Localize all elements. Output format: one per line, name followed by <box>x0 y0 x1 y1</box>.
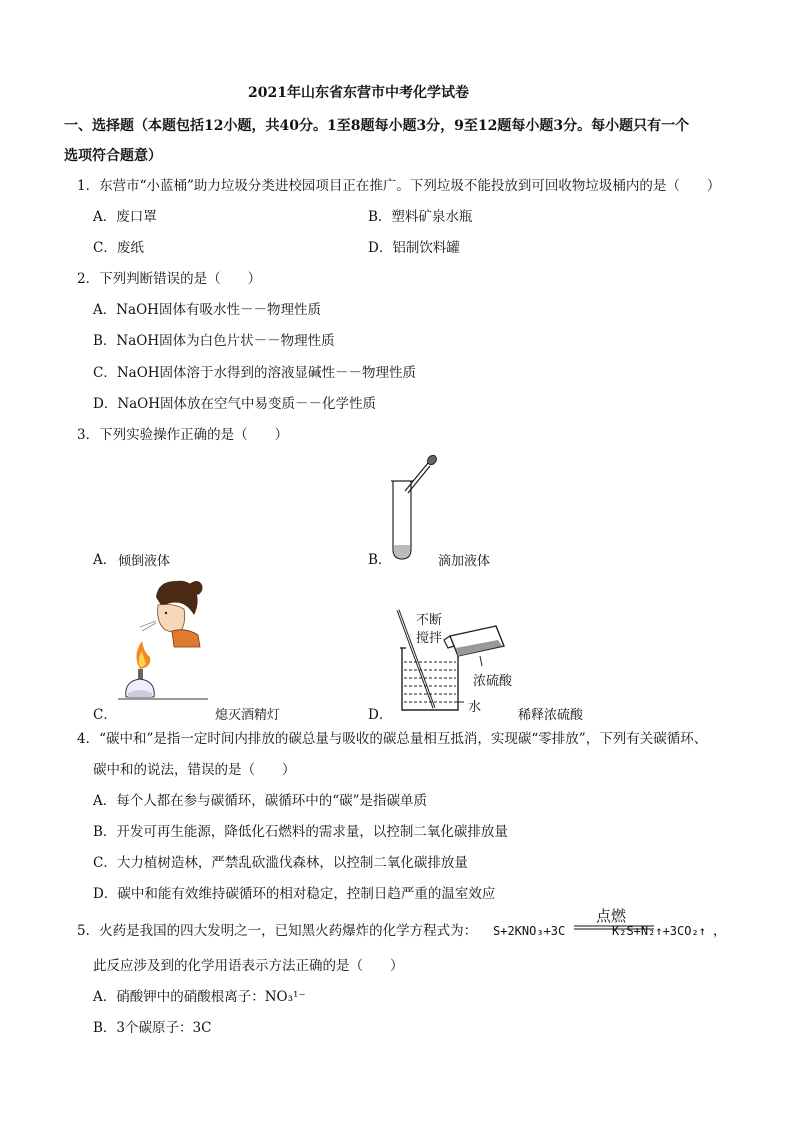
q3-option-d-caption: 稀释浓硫酸 <box>518 708 584 723</box>
page-title: 2021年山东省东营市中考化学试卷 <box>248 85 469 101</box>
blowing-alcohol-lamp-illustration <box>118 575 208 715</box>
q5-option-a: A．硝酸钾中的硝酸根离子：NO₃¹⁻ <box>93 989 306 1005</box>
dropper-test-tube-illustration <box>385 455 445 565</box>
q3-stem: 3．下列实验操作正确的是（ ） <box>77 427 289 443</box>
q5-equation-left: S+2KNO₃+3C <box>493 924 566 938</box>
q3-option-d-label: D． <box>368 707 393 723</box>
q2-option-d: D．NaOH固体放在空气中易变质－－化学性质 <box>93 396 377 412</box>
q3-option-c-label: C． <box>93 707 117 723</box>
q3-d-label-water: 水 <box>468 700 482 715</box>
q3-d-label-stir1: 不断 <box>416 613 443 628</box>
q3-d-label-stir2: 搅拌 <box>416 631 443 646</box>
q4-stem-line2: 碳中和的说法，错误的是（ ） <box>93 762 296 778</box>
q3-d-label-acid: 浓硫酸 <box>473 674 513 689</box>
q4-option-a: A．每个人都在参与碳循环，碳循环中的“碳”是指碳单质 <box>93 793 428 809</box>
q4-stem-line1: 4．“碳中和”是指一定时间内排放的碳总量与吸收的碳总量相互抵消，实现碳“零排放”，下列有关碳循环、 <box>77 731 708 747</box>
q5-stem-line2: 此反应涉及到的化学用语表示方法正确的是（ ） <box>93 958 404 974</box>
q1-option-a: A．废口罩 <box>93 209 157 225</box>
q2-stem: 2．下列判断错误的是（ ） <box>77 271 262 287</box>
q3-option-a-caption: 倾倒液体 <box>118 554 171 569</box>
q5-equation-condition: 点燃 <box>596 907 627 925</box>
q2-option-c: C．NaOH固体溶于水得到的溶液显碱性－－物理性质 <box>93 365 417 381</box>
section-heading-line2: 选项符合题意） <box>64 148 162 164</box>
q5-equation-right: K₂S+N₂↑+3CO₂↑ <box>612 924 706 938</box>
q5-stem-suffix: ， <box>713 923 727 939</box>
q3-option-b-caption: 滴加液体 <box>438 554 491 569</box>
section-heading-line1: 一、选择题（本题包括12小题，共40分。1至8题每小题3分，9至12题每小题3分。每小题只有一个 <box>64 118 690 134</box>
q2-option-b: B．NaOH固体为白色片状－－物理性质 <box>93 333 335 349</box>
q1-stem: 1．东营市“小蓝桶”助力垃圾分类进校园项目正在推广。下列垃圾不能投放到可回收物垃圾桶内的是（ ） <box>77 178 721 194</box>
q5-stem-prefix: 5．火药是我国的四大发明之一，已知黑火药爆炸的化学方程式为： <box>77 923 478 939</box>
q3-option-b-label: B． <box>368 552 392 568</box>
q3-option-a-label: A． <box>93 552 117 568</box>
dilute-sulfuric-acid-illustration <box>388 600 518 718</box>
q1-option-c: C．废纸 <box>93 240 144 256</box>
q5-option-b: B．3个碳原子：3C <box>93 1020 212 1036</box>
q2-option-a: A．NaOH固体有吸水性－－物理性质 <box>93 302 321 318</box>
q3-option-c-caption: 熄灭酒精灯 <box>215 708 281 723</box>
q4-option-d: D．碳中和能有效维持碳循环的相对稳定，控制日趋严重的温室效应 <box>93 886 496 902</box>
q4-option-b: B．开发可再生能源，降低化石燃料的需求量，以控制二氧化碳排放量 <box>93 824 508 840</box>
q1-option-d: D．铝制饮料罐 <box>368 240 460 256</box>
q4-option-c: C．大力植树造林，严禁乱砍滥伐森林，以控制二氧化碳排放量 <box>93 855 468 871</box>
q1-option-b: B．塑料矿泉水瓶 <box>368 209 473 225</box>
